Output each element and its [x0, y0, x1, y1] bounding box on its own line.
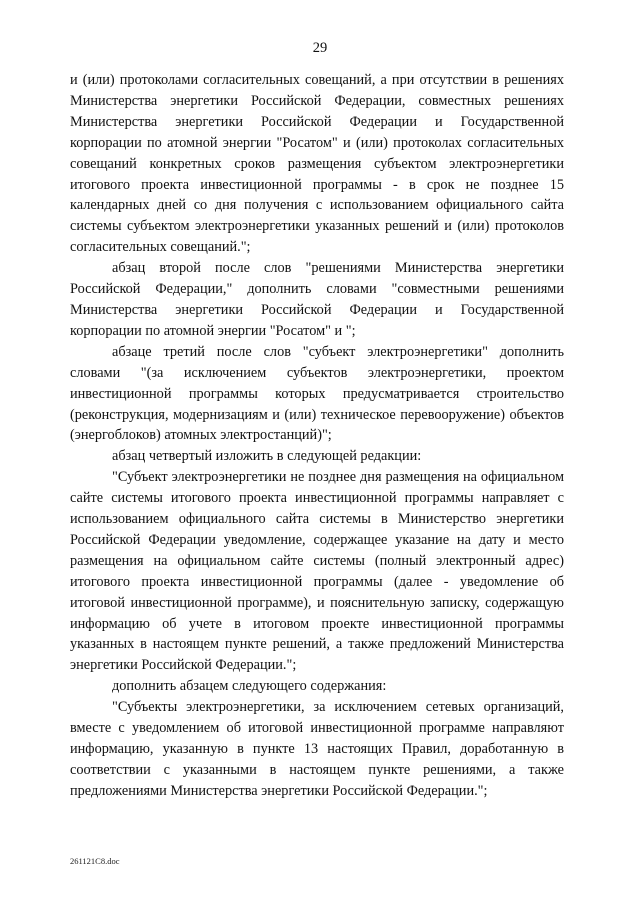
paragraph-amendment-fourth-intro: абзац четвертый изложить в следующей редакции: [112, 448, 422, 465]
paragraph-add-intro: дополнить абзацем следующего содержания: [112, 678, 387, 695]
paragraph-quoted-notice: "Субъект электроэнергетики не позднее дня размещения на официальном сайте системы итогового проекта инвестиционной программы направляет с использованием официального сайта системы в Министерство энергетики Российской Федерации уведомление, содержащее указание на дату и место размещения на официальном сайте системы (полный электронный адрес) итогового проекта инвестиционной программы (далее - уведомление об итоговой инвестиционной программе), и пояснительную записку, содержащую информацию об учете в итоговом проекте инвестиционной программы указанных в настоящем пункте решений, а также предложений Министерства энергетики Российской Федерации."; [70, 469, 564, 674]
paragraph-amendment-second: абзац второй после слов "решениями Министерства энергетики Российской Федерации," дополнить словами "совместными решениями Министерства энергетики Российской Федерации и Государственной корпорации по атомной энергии "Росатом" и "; [70, 260, 564, 339]
paragraph-continuation: и (или) протоколами согласительных совещаний, а при отсутствии в решениях Министерства энергетики Российской Федерации, совместных решениях Министерства энергетики Российской Федерации и Государственной корпорации по атомной энергии "Росатом" и (или) протоколах согласительных совещаний конкретных сроков размещения субъектом электроэнергетики итогового проекта инвестиционной программы - в срок не позднее 15 календарных дней со дня получения с использованием официального сайта системы субъектом электроэнергетики указанных решений и (или) протоколов согласительных совещаний."; [70, 72, 564, 256]
paragraph-amendment-third: абзаце третий после слов "субъект электроэнергетики" дополнить словами "(за исключением субъектов электроэнергетики, проектом инвестиционной программы которых предусматривается строительство (реконструкция, модернизациям и (или) техническое перевооружение) объектов (энергоблоков) атомных электростанций)"; [70, 343, 564, 444]
page-number: 29 [312, 40, 328, 56]
document-body [70, 70, 564, 802]
paragraph-quoted-addition: "Субъекты электроэнергетики, за исключением сетевых организаций, вместе с уведомлением об итоговой инвестиционной программе направляют информацию, указанную в пункте 13 настоящих Правил, доработанную в соответствии с указанными в настоящем пункте решениями, а также предложениями Министерства энергетики Российской Федерации."; [70, 699, 564, 799]
footer-filename: 261121C8.doc [70, 856, 120, 866]
